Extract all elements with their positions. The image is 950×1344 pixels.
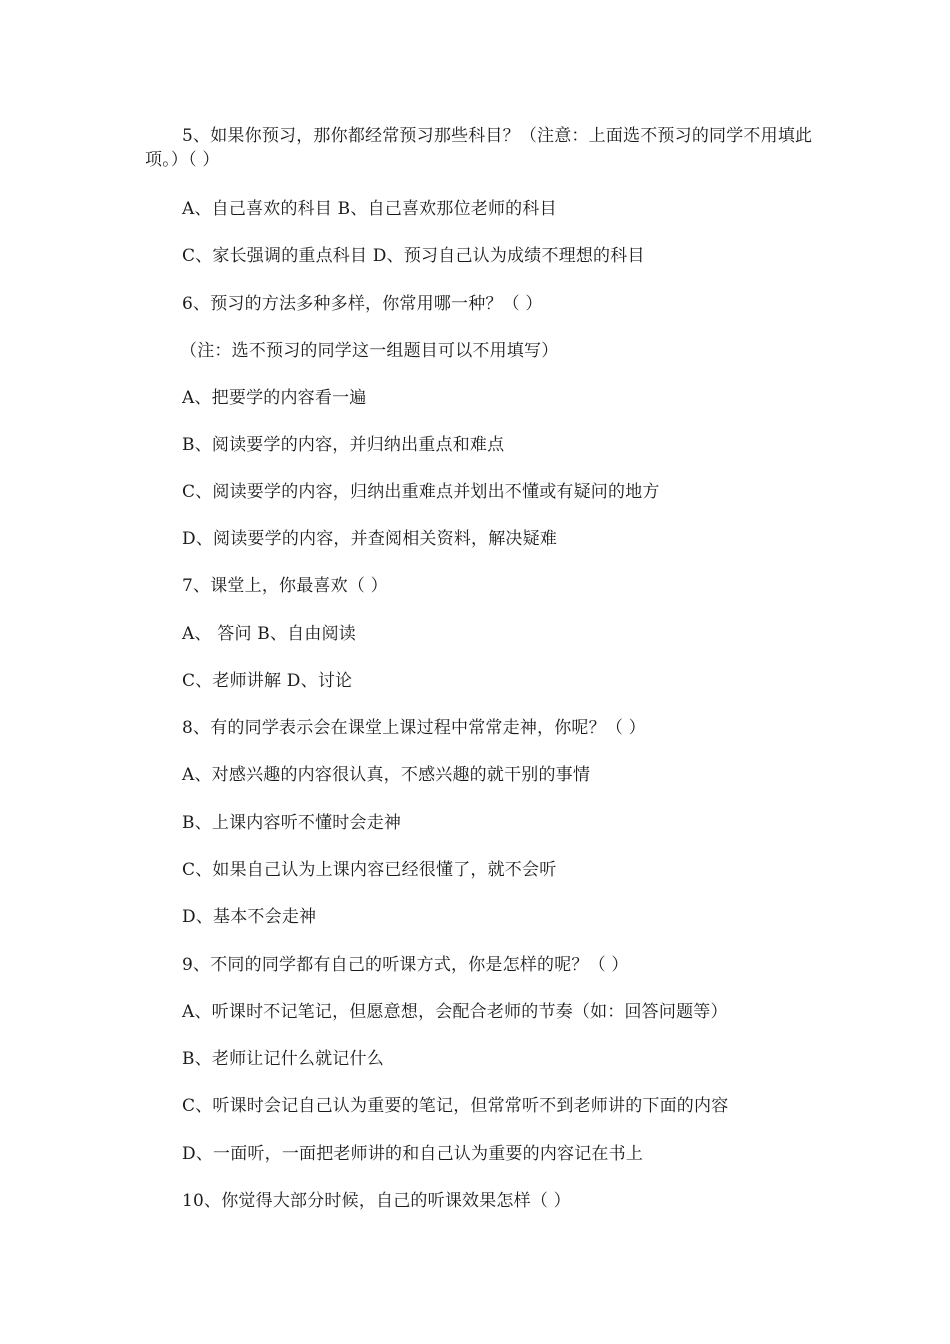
question-8-option-d: D、基本不会走神 [182, 907, 317, 927]
question-9-option-b: B、老师让记什么就记什么 [182, 1049, 384, 1069]
question-8-option-c: C、如果自己认为上课内容已经很懂了，就不会听 [182, 860, 557, 880]
question-6-option-c: C、阅读要学的内容，归纳出重难点并划出不懂或有疑问的地方 [182, 482, 660, 502]
question-9: 9、不同的同学都有自己的听课方式，你是怎样的呢？（ ） [182, 955, 629, 975]
question-5: 5、如果你预习，那你都经常预习那些科目？（注意：上面选不预习的同学不用填此项。）（ ） [145, 126, 813, 170]
question-5-options-cd: C、家长强调的重点科目 D、预习自己认为成绩不理想的科目 [182, 246, 645, 266]
question-8: 8、有的同学表示会在课堂上课过程中常常走神，你呢？（ ） [182, 718, 646, 738]
question-5-options-ab: A、自己喜欢的科目 B、自己喜欢那位老师的科目 [182, 199, 557, 219]
question-6: 6、预习的方法多种多样，你常用哪一种？（ ） [182, 294, 543, 314]
question-6-note: （注：选不预习的同学这一组题目可以不用填写） [180, 341, 559, 361]
question-10: 10、你觉得大部分时候，自己的听课效果怎样（ ） [182, 1191, 571, 1211]
question-6-option-a: A、把要学的内容看一遍 [182, 388, 367, 408]
question-7-options-ab: A、 答问 B、自由阅读 [182, 624, 356, 644]
question-9-option-c: C、听课时会记自己认为重要的笔记，但常常听不到老师讲的下面的内容 [182, 1096, 729, 1116]
question-8-option-b: B、上课内容听不懂时会走神 [182, 813, 402, 833]
question-9-option-a: A、听课时不记笔记，但愿意想，会配合老师的节奏（如：回答问题等） [182, 1002, 728, 1022]
question-6-option-b: B、阅读要学的内容，并归纳出重点和难点 [182, 435, 505, 455]
question-8-option-a: A、对感兴趣的内容很认真，不感兴趣的就干别的事情 [182, 765, 591, 785]
question-9-option-d: D、一面听，一面把老师讲的和自己认为重要的内容记在书上 [182, 1144, 644, 1164]
question-7: 7、课堂上，你最喜欢（ ） [182, 576, 388, 596]
question-7-options-cd: C、老师讲解 D、讨论 [182, 671, 353, 691]
question-6-option-d: D、阅读要学的内容，并查阅相关资料，解决疑难 [182, 529, 558, 549]
